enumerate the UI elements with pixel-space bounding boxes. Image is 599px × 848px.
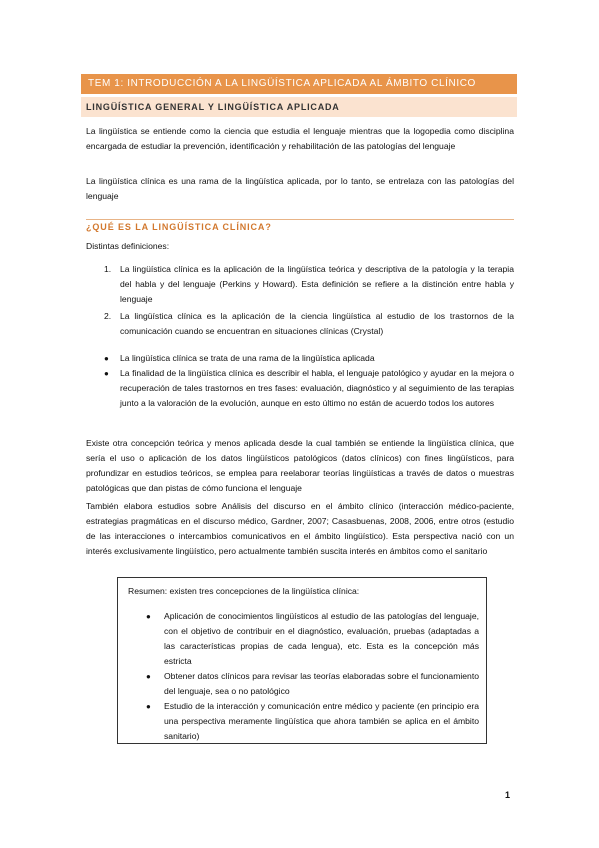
summary-text: Obtener datos clínicos para revisar las teorías elaboradas sobre el funcionamiento del lenguaje, sea o no patológico (164, 671, 479, 696)
list-number: 1. (104, 264, 112, 274)
summary-item (146, 609, 479, 669)
bullet-icon: ● (104, 354, 109, 363)
summary-title: Resumen: existen tres concepciones de la lingüística clínica: (128, 586, 360, 596)
list-number: 2. (104, 311, 112, 321)
bullet-item (104, 351, 514, 366)
section-divider (86, 219, 514, 220)
chapter-title-banner: TEM 1: INTRODUCCIÓN A LA LINGÜÍSTICA APLICADA AL ÁMBITO CLÍNICO (81, 74, 517, 94)
summary-item (146, 699, 479, 744)
definitions-list (104, 262, 514, 341)
paragraph-3: Existe otra concepción teórica y menos aplicada desde la cual también se entiende la lingüística clínica, que sería el uso o aplicación de los datos lingüísticos patológicos (datos clínicos) con fines lingüísticos, para profundizar en estudios teóricos, se emplea para reelaborar teorías lingüísticas a través de datos o muestras patológicas que dan pistas de cómo funciona el lenguaje (86, 438, 514, 493)
bullet-list (104, 351, 514, 411)
summary-item (146, 669, 479, 699)
summary-text: Aplicación de conocimientos lingüísticos al estudio de las patologías del lenguaje, con el objetivo de contribuir en el diagnóstico, evaluación, pruebas (adaptadas a las características propias de cada lengua), etc. Esta es la concepción más estricta (164, 611, 479, 666)
paragraph-4: También elabora estudios sobre Análisis del discurso en el ámbito clínico (interacción médico-paciente, estrategias pragmáticas en el discurso médico, Gardner, 2007; Casasbuenas, 2008, 2006, entre otros (estudio de las interacciones o intercambios comunicativos en el ámbito lingüístico). Esta perspectiva nació con un interés exclusivamente lingüístico, pero actualmente también suscita interés en ámbitos como el sanitario (86, 501, 514, 556)
definition-text: La lingüística clínica es la aplicación de la lingüística teórica y descriptiva de la patología y la terapia del habla y del lenguaje (Perkins y Howard). Esta definición se refiere a la distinción entre habla y lenguaje (120, 264, 514, 304)
intro-paragraph-2: La lingüística clínica es una rama de la lingüística aplicada, por lo tanto, se entrelaza con las patologías del lenguaje (86, 176, 514, 201)
definition-item (104, 262, 514, 307)
page-number: 1 (505, 790, 511, 800)
summary-box (117, 577, 487, 744)
definition-item (104, 309, 514, 339)
definition-text: La lingüística clínica es la aplicación de la ciencia lingüística al estudio de los trastornos de la comunicación cuando se encuentran en situaciones clínicas (Crystal) (120, 311, 514, 336)
bullet-icon: ● (104, 369, 109, 378)
bullet-icon: ● (146, 612, 151, 621)
section-heading: ¿QUÉ ES LA LINGÜÍSTICA CLÍNICA? (86, 222, 272, 232)
bullet-item (104, 366, 514, 411)
bullet-icon: ● (146, 702, 151, 711)
section-subtitle-bar: LINGÜÍSTICA GENERAL Y LINGÜÍSTICA APLICADA (81, 97, 517, 117)
summary-list (146, 609, 479, 744)
bullet-text: La finalidad de la lingüística clínica es describir el habla, el lenguaje patológico y ayudar en la mejora o recuperación de tales trastornos en tres fases: evaluación, diagnóstico y al seguimiento de las terapias junto a la valoración de la evolución, aunque en esto último no están de acuerdo todos los autores (120, 368, 514, 408)
bullet-text: La lingüística clínica se trata de una rama de la lingüística aplicada (120, 353, 375, 363)
definitions-label: Distintas definiciones: (86, 241, 170, 251)
summary-text: Estudio de la interacción y comunicación entre médico y paciente (en principio era una perspectiva meramente lingüística que ahora también se aplica en el ámbito sanitario) (164, 701, 479, 741)
bullet-icon: ● (146, 672, 151, 681)
intro-paragraph-1: La lingüística se entiende como la ciencia que estudia el lenguaje mientras que la logopedia como disciplina encargada de estudiar la prevención, identificación y rehabilitación de las patologías del lenguaje (86, 126, 514, 151)
